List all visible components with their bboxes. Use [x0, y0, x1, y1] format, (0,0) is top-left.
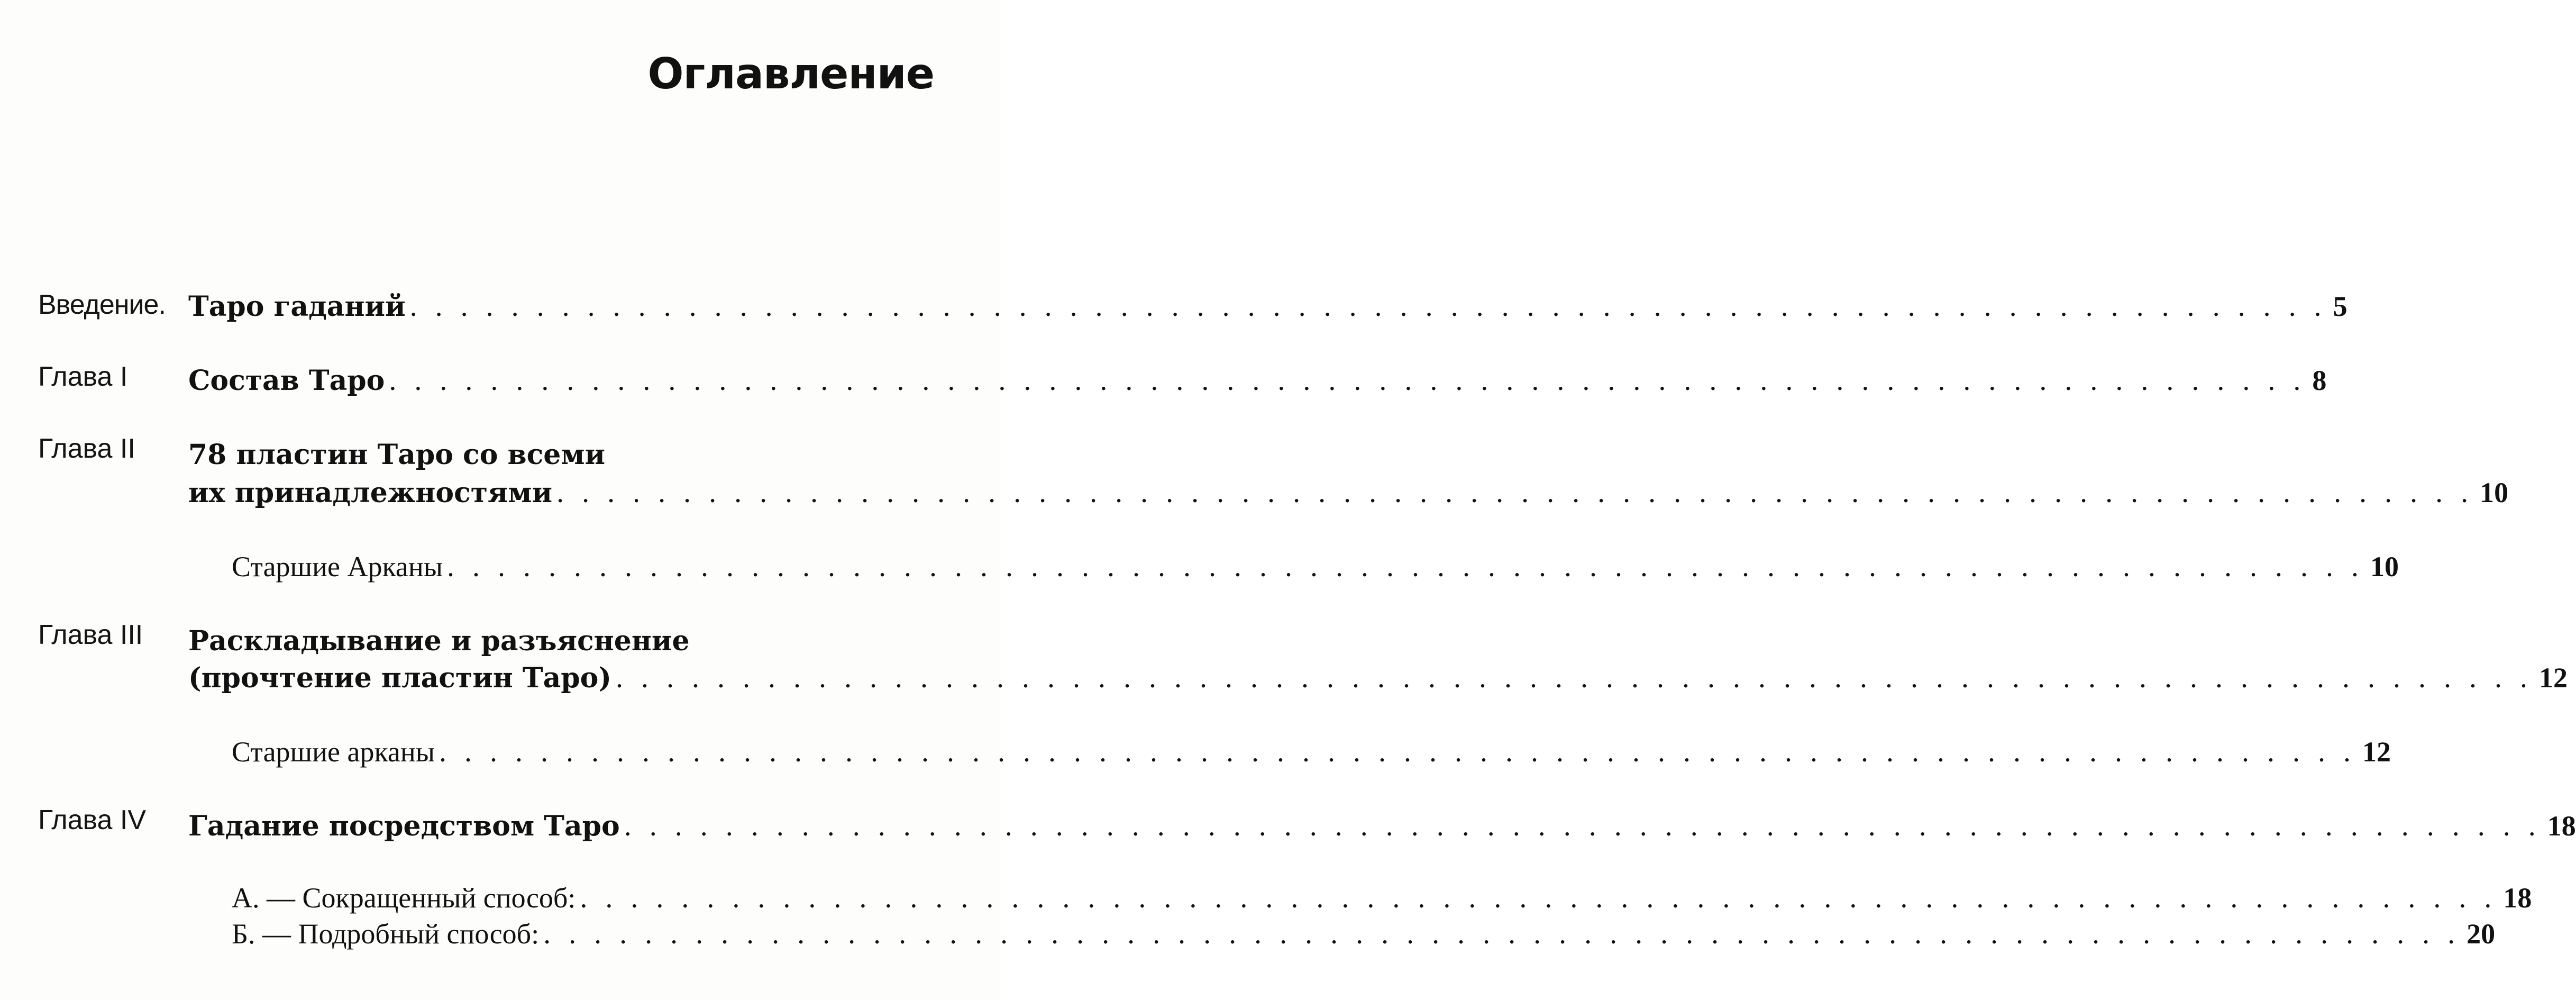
toc-subentry-title: Б. — Подробный способ:	[232, 918, 540, 950]
toc-page-number: 8	[2312, 365, 2327, 396]
toc-page-number: 10	[2370, 551, 2399, 583]
toc-entry-title-line-2: их принадлежностями	[188, 477, 553, 509]
toc-entry-chapter-4[interactable]	[188, 810, 2576, 842]
toc-subentry-chapter-2-1[interactable]	[232, 551, 2399, 583]
dot-leader: . . . . . . . . . . . . . . . . . . . . . . . . . . . . . . . . . . . . . . . . . . . . . . . . . . . . . . . . . . . . . . . . . . . . . . . . . . . .	[616, 668, 2534, 692]
dot-leader: . . . . . . . . . . . . . . . . . . . . . . . . . . . . . . . . . . . . . . . . . . . . . . . . . . . . . . . . . . . . . . . . . . . . . . . . . . . .	[410, 297, 2328, 321]
dot-leader: . . . . . . . . . . . . . . . . . . . . . . . . . . . . . . . . . . . . . . . . . . . . . . . . . . . . . . . . . . . . . . . . . . . . . . . . . . . .	[581, 888, 2498, 912]
toc-entry-title-line-2: (прочтение пластин Таро)	[188, 662, 611, 694]
toc-subentry-title: А. — Сокращенный способ:	[232, 882, 576, 914]
toc-page-number: 18	[2503, 882, 2532, 914]
toc-page-number: 10	[2480, 477, 2509, 508]
toc-page-number: 18	[2547, 810, 2576, 842]
toc-entry-title: Гадание посредством Таро	[188, 810, 620, 842]
toc-label-chapter-3: Глава III	[38, 620, 143, 650]
toc-subentry-title: Старшие арканы	[232, 736, 435, 768]
toc-page-number: 20	[2467, 918, 2496, 950]
toc-entry-title: Состав Таро	[188, 365, 385, 397]
toc-entry-title-line-1: Раскладывание и разъяснение	[188, 625, 690, 657]
toc-entry-title: Таро гаданий	[188, 290, 406, 323]
dot-leader: . . . . . . . . . . . . . . . . . . . . . . . . . . . . . . . . . . . . . . . . . . . . . . . . . . . . . . . . . . . . . . . . . . . . . . . . . . . .	[440, 742, 2358, 766]
page-title: Оглавление	[647, 49, 934, 98]
toc-label-chapter-2: Глава II	[38, 433, 135, 464]
toc-label-chapter-1: Глава I	[38, 361, 128, 392]
dot-leader: . . . . . . . . . . . . . . . . . . . . . . . . . . . . . . . . . . . . . . . . . . . . . . . . . . . . . . . . . . . . . . . . . . . . . . . . . . . .	[448, 557, 2365, 581]
dot-leader: . . . . . . . . . . . . . . . . . . . . . . . . . . . . . . . . . . . . . . . . . . . . . . . . . . . . . . . . . . . . . . . . . . . . . . . . . . . .	[558, 483, 2475, 507]
toc-subentry-chapter-3-1[interactable]	[232, 736, 2391, 768]
toc-entry-chapter-2[interactable]	[188, 477, 2509, 509]
toc-subentry-chapter-4-1[interactable]	[232, 882, 2532, 914]
dot-leader: . . . . . . . . . . . . . . . . . . . . . . . . . . . . . . . . . . . . . . . . . . . . . . . . . . . . . . . . . . . . . . . . . . . . . . . . . . . .	[625, 816, 2542, 840]
dot-leader: . . . . . . . . . . . . . . . . . . . . . . . . . . . . . . . . . . . . . . . . . . . . . . . . . . . . . . . . . . . . . . . . . . . . . . . . . . . .	[544, 924, 2462, 948]
dot-leader: . . . . . . . . . . . . . . . . . . . . . . . . . . . . . . . . . . . . . . . . . . . . . . . . . . . . . . . . . . . . . . . . . . . . . . . . . . . .	[390, 371, 2307, 395]
toc-page-number: 5	[2333, 290, 2347, 322]
toc-entry-chapter-3[interactable]	[188, 662, 2568, 694]
toc-label-chapter-4: Глава IV	[38, 805, 147, 835]
toc-entry-chapter-1[interactable]	[188, 365, 2327, 397]
toc-entry-title-line-1: 78 пластин Таро со всеми	[188, 439, 606, 471]
toc-label-intro: Введение.	[38, 289, 166, 320]
toc-subentry-chapter-4-2[interactable]	[232, 918, 2496, 950]
toc-subentry-title: Старшие Арканы	[232, 551, 443, 583]
toc-entry-intro[interactable]	[188, 290, 2347, 323]
toc-page-number: 12	[2362, 736, 2391, 768]
toc-page-number: 12	[2538, 662, 2568, 694]
